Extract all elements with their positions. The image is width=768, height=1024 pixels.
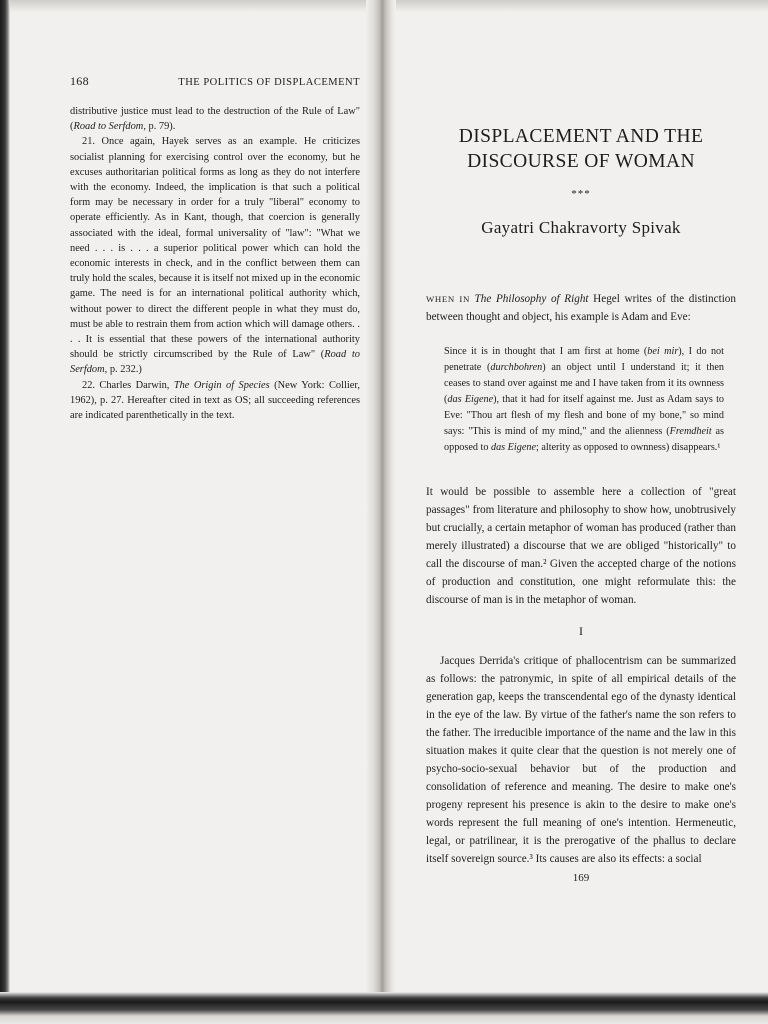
note-continued: distributive justice must lead to the destruction of the Rule of Law" (Road to Serfdom, p. 79). [70, 106, 360, 133]
section-one-paragraph: Jacques Derrida's critique of phallocentrism can be summarized as follows: the patronymic, in spite of all empirical details of the generation gap, keeps the transcendental ego of the dynasty identical in the eye of the law. By virtue of the father's name the son refers to the father. The irreducible importance of the name and the law in this situation makes it quite clear that the question is not merely one of psycho-socio-sexual behavior but of the production and consolidation of reference and meaning. The desire to make one's progeny represent his presence is akin to the desire to make one's words represent the full meaning of one's intention. Hermeneutic, legal, or patrilinear, it is the prerogative of the phallus to declare itself sovereign source.³ Its causes are also its effects: a social [426, 655, 736, 865]
hegel-block-quote: Since it is in thought that I am first at home (bei mir), I do not penetrate (durchbohren) an object until I understand it; it then ceases to stand over against me and I have taken from it its ownness (das Eigene), that it had for itself against me. Just as Adam says to Eve: "Thou art flesh of my flesh and bone of my bone," so mind says: "This is mind of my mind," and the alienness (Fremdheit as opposed to das Eigene; alterity as opposed to ownness) disappears.¹ [444, 346, 725, 453]
left-running-head [70, 74, 360, 89]
note-21: 21. Once again, Hayek serves as an example. He criticizes socialist planning for exercising control over the economy, but he excuses authoritarian political forms as long as they do not interfere with the economy. Indeed, the implication is that such a political form may be necessary in order for a truly "liberal" economy to operate efficiently. As in Kant, though, that coercion is generally associated with the ideal, formal universality of "law": "What we need . . . is . . . a superior political power which can hold the economic interests in check, and in the conflict between them can truly hold the scales, because it is itself not mixed up in the economic game. The need is for an international political authority which, without power to direct the different people in what they must do, must be able to restrain them from action which will damage others. . . . It is essential that these powers of the international authority should be strictly circumscribed by the Rule of Law" (Road to Serfdom, p. 232.) [70, 136, 360, 376]
chapter-author: Gayatri Chakravorty Spivak [481, 218, 681, 237]
scan-bottom-edge [0, 992, 768, 1024]
right-page-number: 169 [572, 872, 590, 884]
note-22: 22. Charles Darwin, The Origin of Species (New York: Collier, 1962), p. 27. Hereafter cited in text as OS; all succeeding references are indicated parenthetically in the text. [70, 379, 360, 422]
section-number: I [579, 624, 583, 638]
left-page [14, 0, 366, 992]
book-gutter [366, 0, 396, 1000]
scan-left-edge [0, 0, 10, 1024]
second-paragraph: It would be possible to assemble here a collection of "great passages" from literature and philosophy to show how, unobtrusively but crucially, a certain metaphor of woman has produced (rather than merely illustrated) a discourse that we are obliged "historically" to call the discourse of man.² Given the accepted charge of the notions of production and constitution, one might reformulate this: the discourse of man is in the metaphor of woman. [426, 486, 736, 606]
title-ornament: *** [571, 188, 591, 200]
chapter-title: DISPLACEMENT AND THE DISCOURSE OF WOMAN [458, 126, 704, 172]
opening-paragraph: WHEN IN The Philosophy of Right Hegel writes of the distinction between thought and object, his example is Adam and Eve: [426, 293, 736, 323]
endnotes [70, 104, 360, 423]
right-page [396, 0, 768, 992]
left-page-number: 168 [70, 74, 89, 88]
running-head-title: THE POLITICS OF DISPLACEMENT [178, 77, 360, 88]
